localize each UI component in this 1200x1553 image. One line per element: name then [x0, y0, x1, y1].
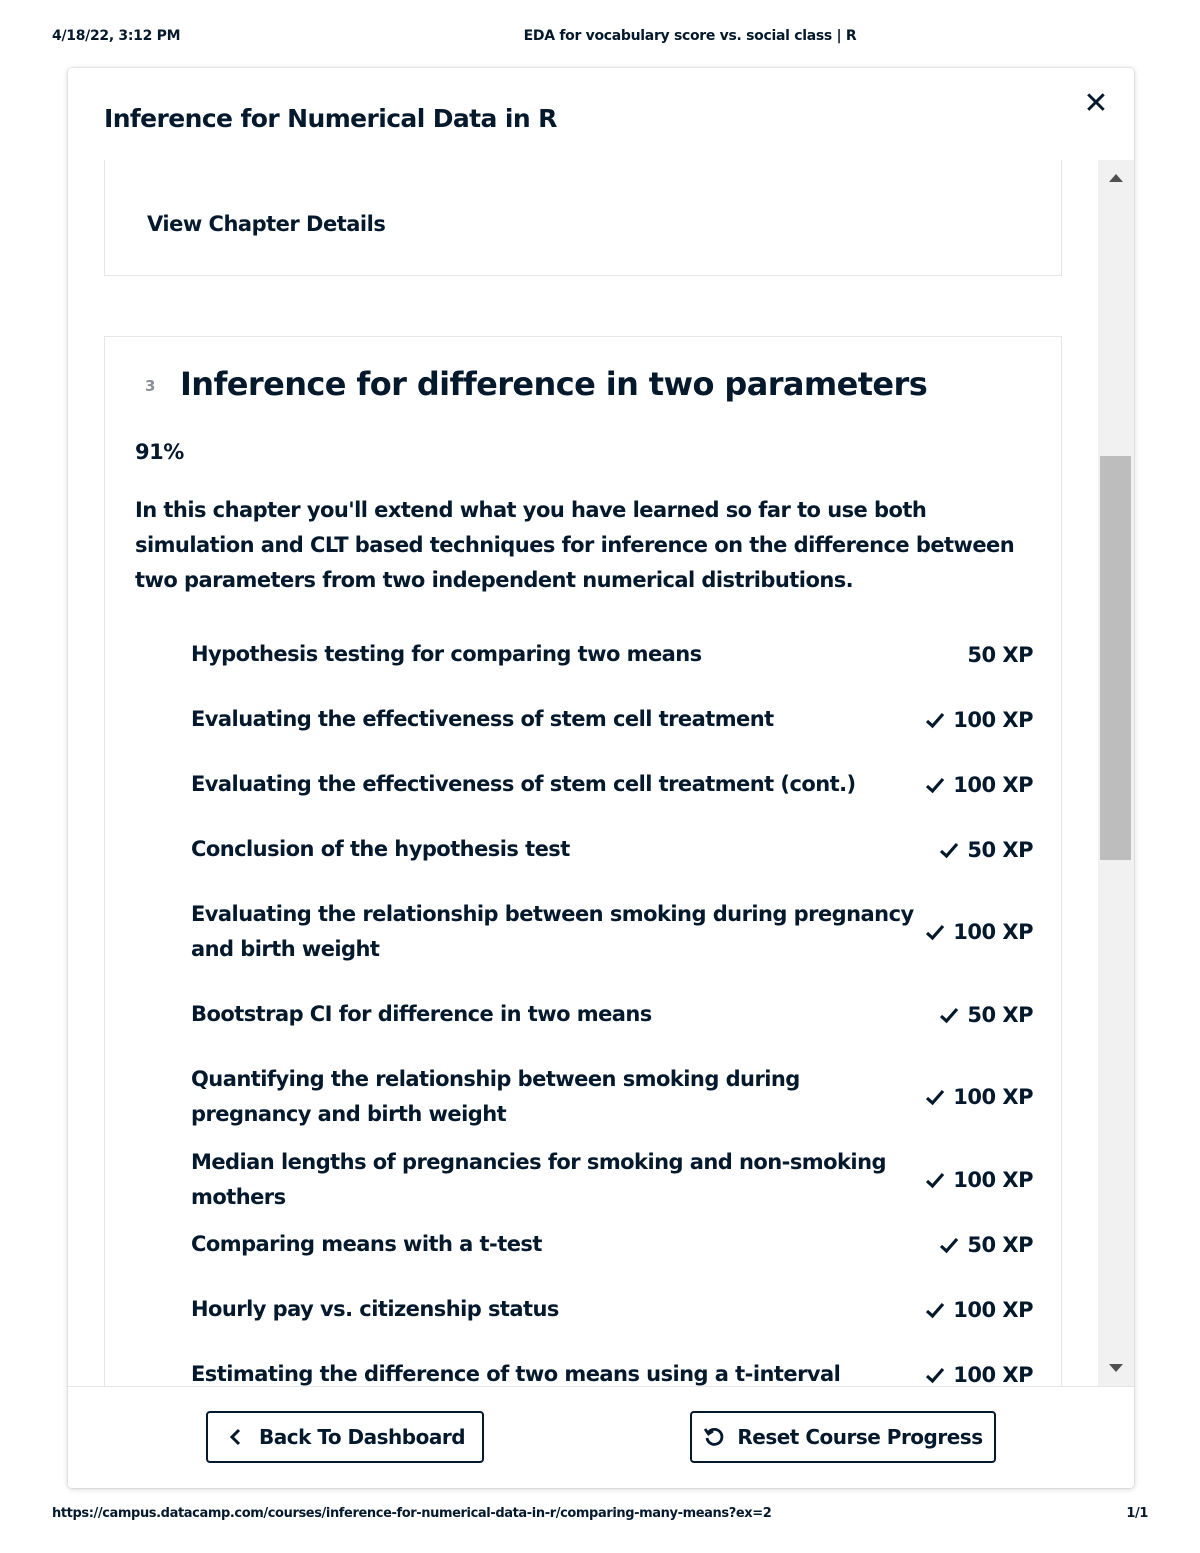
checkmark-icon — [925, 1365, 945, 1385]
checkmark-icon — [925, 1087, 945, 1107]
chevron-left-icon — [225, 1426, 247, 1448]
exercise-title: Evaluating the effectiveness of stem cell treatment (cont.) — [191, 772, 856, 796]
exercise-row[interactable] — [191, 1277, 1033, 1342]
checkmark-icon — [939, 840, 959, 860]
scroll-up-arrow-icon[interactable] — [1106, 168, 1126, 188]
exercise-xp — [939, 1233, 1033, 1257]
exercise-row[interactable] — [191, 982, 1033, 1047]
xp-value: 50 XP — [967, 837, 1033, 862]
checkmark-icon — [925, 775, 945, 795]
exercise-title: Quantifying the relationship between smoking during pregnancy and birth weight — [191, 1067, 800, 1126]
xp-value: 100 XP — [953, 1167, 1033, 1192]
previous-chapter-card — [104, 160, 1062, 276]
chapter-title: Inference for difference in two parameters — [180, 365, 928, 403]
print-url: https://campus.datacamp.com/courses/inference-for-numerical-data-in-r/comparing-many-means?ex=2 — [52, 1506, 772, 1521]
modal-footer — [68, 1386, 1134, 1488]
exercise-xp — [925, 1363, 1033, 1387]
exercise-xp — [925, 1085, 1033, 1109]
exercise-title: Comparing means with a t-test — [191, 1232, 542, 1256]
checkmark-icon — [939, 1005, 959, 1025]
exercise-row[interactable] — [191, 687, 1033, 752]
exercise-xp — [967, 643, 1033, 667]
checkmark-icon — [925, 1170, 945, 1190]
exercise-xp — [925, 1298, 1033, 1322]
exercise-row[interactable] — [191, 882, 1033, 982]
exercise-xp — [925, 1168, 1033, 1192]
xp-value: 100 XP — [953, 707, 1033, 732]
scrollbar-thumb[interactable] — [1100, 456, 1131, 860]
xp-value: 100 XP — [953, 1362, 1033, 1386]
view-chapter-details-link[interactable]: View Chapter Details — [147, 212, 386, 236]
checkmark-icon — [925, 1300, 945, 1320]
chapter-progress: 91% — [135, 440, 184, 464]
exercise-xp — [925, 920, 1033, 944]
xp-value: 50 XP — [967, 1232, 1033, 1257]
print-page-title: EDA for vocabulary score vs. social class | R — [523, 28, 857, 44]
exercise-xp — [939, 1003, 1033, 1027]
xp-value: 50 XP — [967, 1002, 1033, 1027]
exercise-row[interactable] — [191, 1047, 1033, 1147]
exercise-title: Evaluating the effectiveness of stem cell treatment — [191, 707, 774, 731]
modal-title: Inference for Numerical Data in R — [104, 104, 557, 133]
exercise-title: Bootstrap CI for difference in two means — [191, 1002, 652, 1026]
print-page-number: 1/1 — [1126, 1506, 1148, 1521]
print-header — [0, 28, 1200, 48]
course-outline-modal — [68, 68, 1134, 1488]
reset-course-progress-button[interactable] — [690, 1411, 996, 1463]
exercise-xp — [925, 708, 1033, 732]
close-icon[interactable]: ✕ — [1083, 86, 1109, 121]
exercise-row[interactable] — [191, 1212, 1033, 1277]
exercise-row[interactable] — [191, 622, 1033, 687]
exercise-title: Hypothesis testing for comparing two means — [191, 642, 702, 666]
checkmark-icon — [925, 710, 945, 730]
xp-value: 100 XP — [953, 1085, 1033, 1109]
modal-scroll-area[interactable] — [68, 160, 1134, 1386]
exercise-row[interactable] — [191, 1342, 1033, 1386]
back-to-dashboard-button[interactable] — [206, 1411, 484, 1463]
exercise-xp — [925, 773, 1033, 797]
exercise-title: Evaluating the relationship between smoking during pregnancy and birth weight — [191, 902, 914, 961]
back-to-dashboard-label: Back To Dashboard — [258, 1425, 466, 1449]
exercise-row[interactable] — [191, 752, 1033, 817]
xp-value: 100 XP — [953, 1297, 1033, 1322]
exercise-list — [191, 622, 1033, 1386]
exercise-title: Hourly pay vs. citizenship status — [191, 1297, 559, 1321]
chapter-card — [104, 336, 1062, 1386]
xp-value: 50 XP — [967, 642, 1033, 667]
exercise-title: Conclusion of the hypothesis test — [191, 837, 570, 861]
chapter-number: 3 — [145, 377, 156, 395]
exercise-title: Estimating the difference of two means using a t-interval — [191, 1362, 841, 1386]
checkmark-icon — [939, 1235, 959, 1255]
checkmark-icon — [925, 922, 945, 942]
exercise-row[interactable] — [191, 1147, 1033, 1212]
reset-course-progress-label: Reset Course Progress — [737, 1425, 983, 1449]
exercise-title: Median lengths of pregnancies for smoking and non-smoking mothers — [191, 1149, 886, 1209]
exercise-xp — [939, 838, 1033, 862]
print-footer — [0, 1506, 1200, 1526]
scroll-down-arrow-icon[interactable] — [1106, 1358, 1126, 1378]
chapter-description: In this chapter you'll extend what you have learned so far to use both simulation and CLT based techniques for inference on the difference between two parameters from two independent numerical distributions. — [135, 498, 1015, 592]
reset-arrow-icon — [703, 1426, 725, 1448]
print-date: 4/18/22, 3:12 PM — [52, 28, 181, 44]
xp-value: 100 XP — [953, 772, 1033, 797]
exercise-row[interactable] — [191, 817, 1033, 882]
xp-value: 100 XP — [953, 920, 1033, 944]
